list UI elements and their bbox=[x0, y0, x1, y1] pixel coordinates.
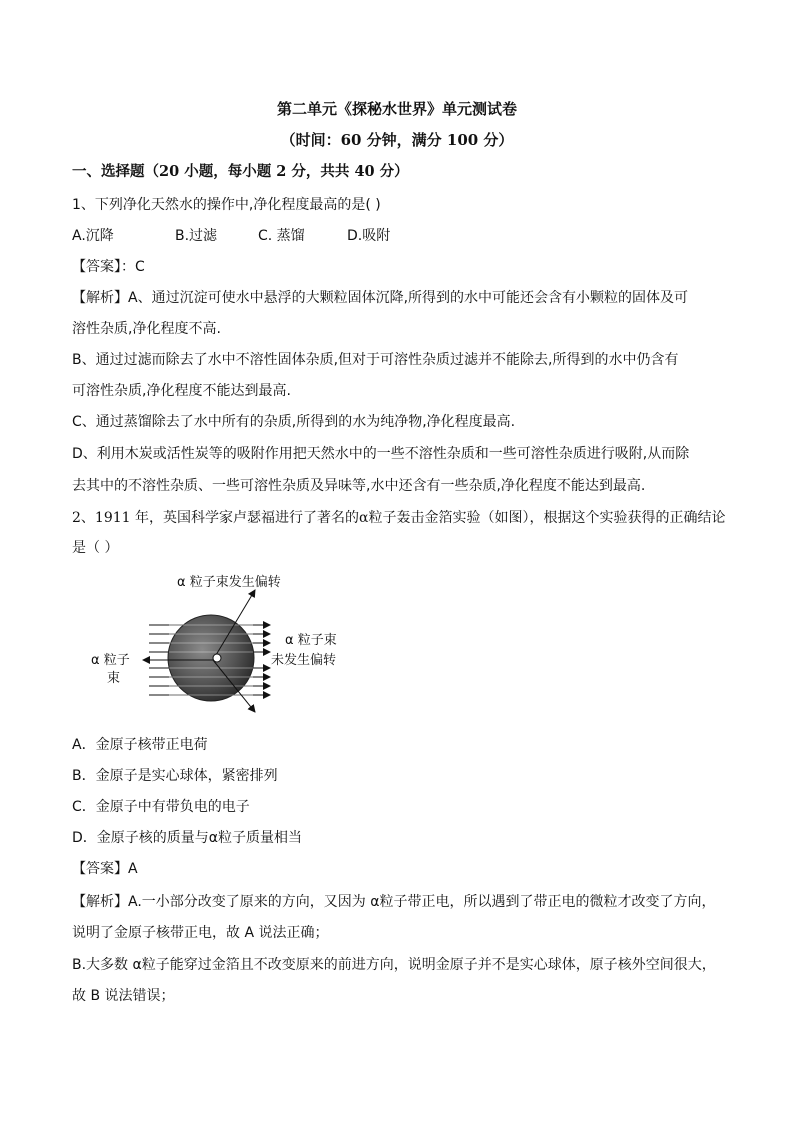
question-1-analysis-line: 可溶性杂质,净化程度不能达到最高. bbox=[72, 383, 291, 399]
question-1-analysis-line: 溶性杂质,净化程度不高. bbox=[72, 321, 221, 337]
question-1-option-c: C. 蒸馏 bbox=[258, 228, 305, 244]
question-1-stem: 1、下列净化天然水的操作中,净化程度最高的是( ) bbox=[72, 197, 381, 213]
question-1-option-b: B.过滤 bbox=[175, 228, 218, 244]
question-1-analysis-line: 【解析】A、通过沉淀可使水中悬浮的大颗粒固体沉降,所得到的水中可能还会含有小颗粒的固体及可 bbox=[72, 290, 689, 306]
gold-nucleus bbox=[213, 654, 221, 662]
question-1-analysis-line: D、利用木炭或活性炭等的吸附作用把天然水中的一些不溶性杂质和一些可溶性杂质进行吸附,从而除 bbox=[72, 446, 690, 462]
figure-label-alpha-beam-1: α 粒子 bbox=[91, 653, 130, 668]
question-2-stem: 2、1911 年，英国科学家卢瑟福进行了著名的α粒子轰击金箔实验（如图），根据这个实验获得的正确结论 bbox=[72, 510, 726, 526]
section-heading: 一、选择题（20 小题，每小题 2 分，共共 40 分） bbox=[72, 163, 409, 180]
question-2-stem-continued: 是（ ） bbox=[72, 540, 119, 556]
question-2-analysis-line: B.大多数 α粒子能穿过金箔且不改变原来的前进方向，说明金原子并不是实心球体，原子核外空间很大， bbox=[72, 957, 716, 973]
question-1-answer: 【答案】：C bbox=[72, 259, 145, 275]
question-2-option-a: A．金原子核带正电荷 bbox=[72, 737, 208, 753]
question-2-answer: 【答案】A bbox=[72, 861, 138, 877]
figure-label-alpha-beam-2: 束 bbox=[107, 671, 121, 686]
question-1-analysis-line: 去其中的不溶性杂质、一些可溶性杂质及异味等,水中还含有一些杂质,净化程度不能达到最高. bbox=[72, 478, 646, 494]
question-1-analysis-line: C、通过蒸馏除去了水中所有的杂质,所得到的水为纯净物,净化程度最高. bbox=[72, 414, 516, 430]
rutherford-experiment-figure bbox=[85, 568, 365, 718]
question-2-analysis-line: 说明了金原子核带正电，故 A 说法正确； bbox=[72, 925, 329, 941]
question-2-analysis-line: 【解析】A.一小部分改变了原来的方向，又因为 α粒子带正电，所以遇到了带正电的微粒才改变了方向， bbox=[72, 894, 716, 910]
figure-label-undeflected-1: α 粒子束 bbox=[285, 633, 337, 648]
question-1-option-d: D.吸附 bbox=[347, 228, 391, 244]
question-1-analysis-line: B、通过过滤而除去了水中不溶性固体杂质,但对于可溶性杂质过滤并不能除去,所得到的水中仍含有 bbox=[72, 352, 679, 368]
figure-label-deflected-top: α 粒子束发生偏转 bbox=[177, 575, 281, 590]
question-2-option-d: D．金原子核的质量与α粒子质量相当 bbox=[72, 830, 303, 846]
question-2-analysis-line: 故 B 说法错误； bbox=[72, 988, 175, 1004]
question-2-option-b: B．金原子是实心球体，紧密排列 bbox=[72, 768, 278, 784]
document-subtitle: （时间：60 分钟，满分 100 分） bbox=[280, 131, 514, 149]
document-title: 第二单元《探秘水世界》单元测试卷 bbox=[276, 100, 517, 118]
question-1-option-a: A.沉降 bbox=[72, 228, 114, 244]
figure-label-undeflected-2: 未发生偏转 bbox=[271, 653, 337, 668]
question-2-option-c: C．金原子中有带负电的电子 bbox=[72, 799, 250, 815]
gold-atom-sphere bbox=[168, 615, 254, 701]
